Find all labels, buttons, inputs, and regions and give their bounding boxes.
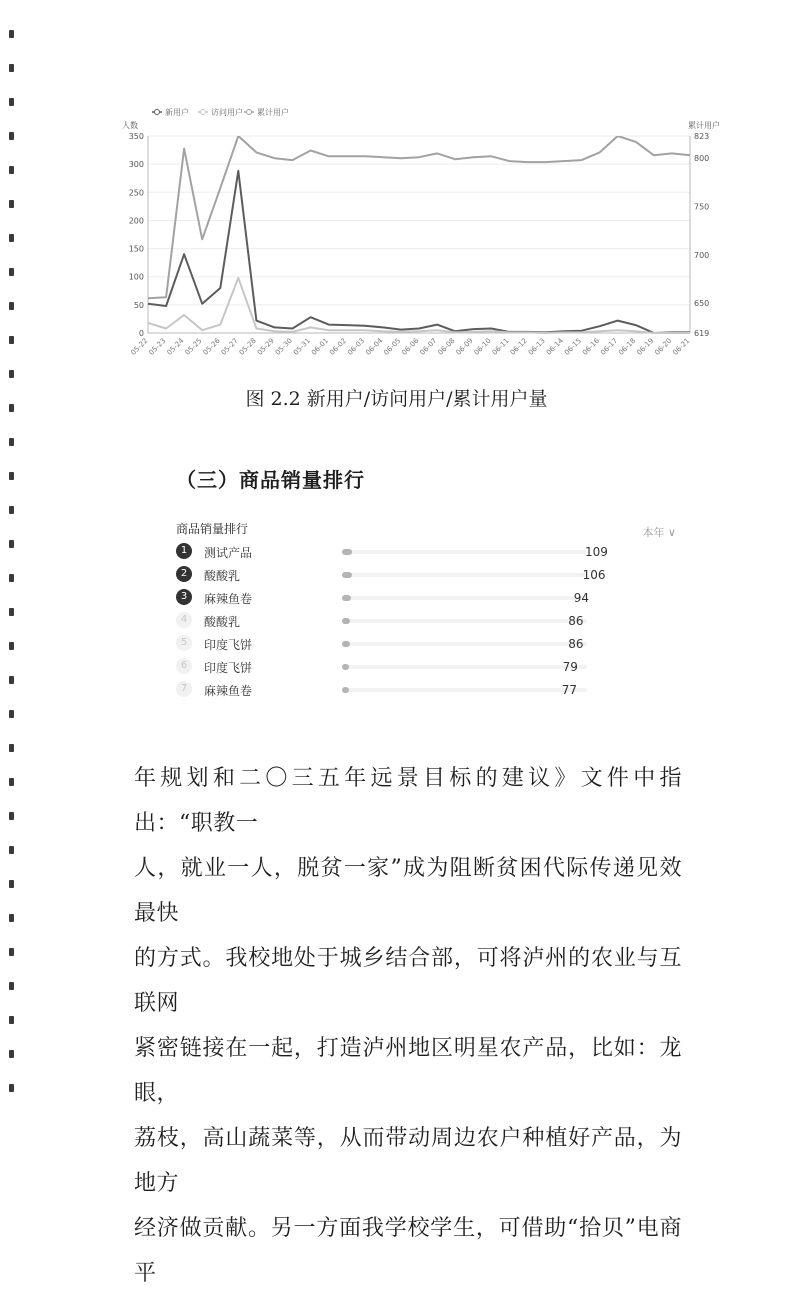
sales-value: 79 [562,660,578,674]
y-tick-label-left: 200 [128,216,144,226]
body-line: 年规划和二〇三五年远景目标的建议》文件中指出：“职教一 [134,766,682,836]
y-tick-label-right: 800 [694,154,710,164]
x-tick-label: 06-08 [436,336,457,357]
x-tick-label: 06-11 [490,336,511,357]
legend-label: 累计用户 [257,108,289,117]
y-tick-label-left: 50 [133,300,144,310]
binding-stitch [9,744,14,752]
binding-stitch [9,846,14,854]
x-tick-label: 05-22 [129,336,150,357]
sales-value: 86 [568,637,584,651]
sales-bar-track [342,573,587,577]
product-name: 印度飞饼 [204,661,253,675]
section-heading: （三）商品销量排行 [176,468,365,492]
legend-marker [201,110,206,115]
x-tick-label: 05-25 [183,336,204,357]
rank-badge: 3 [176,589,192,605]
x-tick-label: 06-14 [544,336,565,357]
binding-stitch [9,98,14,106]
sales-bar-fill [342,641,350,647]
sales-bar-fill [342,572,352,578]
binding-stitch [9,778,14,786]
product-name: 酸酸乳 [204,615,241,629]
binding-stitch [9,1084,14,1092]
y-tick-label-right: 619 [694,329,710,338]
x-tick-label: 06-02 [328,336,349,357]
y-tick-label-left: 150 [128,244,144,254]
x-tick-label: 05-29 [255,336,276,357]
binding-stitch [9,506,14,514]
x-tick-label: 05-24 [165,336,186,357]
binding-stitch [9,336,14,344]
rank-badge: 7 [176,681,192,697]
binding-stitch [9,1050,14,1058]
product-name: 测试产品 [204,546,253,560]
binding-stitch [9,812,14,820]
binding-stitch [9,132,14,140]
period-filter-dropdown[interactable]: 本年 ∨ [642,526,676,539]
y-tick-label-left: 0 [138,329,144,338]
rank-badge: 5 [176,635,192,651]
sales-value: 109 [585,545,608,559]
product-name: 麻辣鱼卷 [204,592,253,606]
x-tick-label: 06-12 [508,336,529,357]
y-tick-label-left: 250 [128,188,144,198]
x-tick-label: 06-07 [418,336,439,357]
x-tick-label: 05-28 [237,336,258,357]
binding-stitch [9,166,14,174]
body-line: 荔枝，高山蔬菜等，从而带动周边农户种植好产品，为地方 [134,1126,682,1196]
rank-badge: 1 [176,543,192,559]
y-axis-label-left: 人数 [122,121,138,130]
binding-stitch [9,472,14,480]
binding-stitch [9,540,14,548]
binding-stitch [9,982,14,990]
x-tick-label: 06-18 [617,336,638,357]
sales-value: 94 [573,591,590,605]
binding-stitch [9,880,14,888]
sales-bar-fill [342,595,351,601]
ranking-row [176,541,676,561]
x-tick-label: 06-19 [635,336,656,357]
binding-stitch [9,574,14,582]
binding-edge [0,0,20,1122]
y-tick-label-left: 300 [128,160,144,170]
x-tick-label: 06-09 [454,336,475,357]
rank-badge: 2 [176,566,192,582]
legend-marker [155,110,160,115]
x-tick-label: 06-03 [346,336,367,357]
sales-bar-track [342,665,587,669]
legend-marker [247,110,252,115]
x-tick-label: 06-17 [599,336,620,357]
legend-label: 访问用户 [211,108,243,117]
sales-bar-track [342,550,587,554]
binding-stitch [9,438,14,446]
binding-stitch [9,30,14,38]
sales-value: 86 [568,614,584,628]
binding-stitch [9,948,14,956]
sales-bar-fill [342,664,349,670]
product-name: 麻辣鱼卷 [204,684,253,698]
y-tick-label-right: 700 [694,250,710,260]
x-tick-label: 05-31 [291,336,313,357]
ranking-row [176,633,676,653]
ranking-row [176,564,676,584]
x-tick-label: 06-21 [671,336,692,357]
y-tick-label-left: 350 [128,132,144,141]
sales-bar-track [342,619,587,623]
y-tick-label-left: 100 [128,272,144,282]
x-tick-label: 06-04 [364,336,385,357]
x-tick-label: 06-05 [382,336,403,357]
sales-bar-fill [342,549,352,555]
binding-stitch [9,1016,14,1024]
binding-stitch [9,268,14,276]
binding-stitch [9,914,14,922]
x-tick-label: 06-16 [581,336,602,357]
body-line: 人，就业一人，脱贫一家”成为阻断贫困代际传递见效最快 [134,856,682,926]
binding-stitch [9,200,14,208]
series-line-new-users [148,171,690,333]
body-line: 紧密链接在一起，打造泸州地区明星农产品，比如：龙眼， [134,1036,682,1106]
binding-stitch [9,234,14,242]
x-tick-label: 06-01 [310,336,331,357]
sales-bar-track [342,688,587,692]
binding-stitch [9,64,14,72]
sales-bar-fill [342,618,350,624]
x-tick-label: 05-26 [201,336,222,357]
body-paragraph [134,756,682,1296]
product-name: 印度飞饼 [204,638,253,652]
ranking-row [176,610,676,630]
binding-stitch [9,642,14,650]
sales-value: 77 [561,683,578,697]
binding-stitch [9,676,14,684]
binding-stitch [9,302,14,310]
sales-ranking-panel [170,514,680,714]
body-line: 的方式。我校地处于城乡结合部，可将泸州的农业与互联网 [134,946,682,1016]
y-axis-label-right: 累计用户 [688,121,720,130]
rank-badge: 6 [176,658,192,674]
y-tick-label-right: 823 [694,132,710,141]
ranking-row [176,587,676,607]
x-tick-label: 06-15 [562,336,584,357]
binding-stitch [9,370,14,378]
sales-bar-track [342,642,587,646]
binding-stitch [9,710,14,718]
x-tick-label: 05-27 [219,336,240,357]
series-line-visit-users [148,278,690,333]
sales-value: 106 [582,568,606,582]
x-tick-label: 06-06 [400,336,421,357]
x-tick-label: 06-13 [526,336,547,357]
user-line-chart [118,96,720,364]
figure-caption: 图 2.2 新用户/访问用户/累计用户量 [245,388,548,410]
sales-bar-track [342,596,587,600]
y-tick-label-right: 750 [694,202,710,212]
product-name: 酸酸乳 [204,569,241,583]
legend-label: 新用户 [165,108,189,117]
x-tick-label: 05-23 [147,336,168,357]
binding-stitch [9,608,14,616]
ranking-title: 商品销量排行 [176,522,249,536]
y-tick-label-right: 650 [694,299,710,309]
series-line-total-users [148,136,690,298]
x-tick-label: 06-20 [653,336,674,357]
x-tick-label: 05-30 [273,336,294,357]
x-tick-label: 06-10 [472,336,493,357]
ranking-row [176,656,676,676]
ranking-row [176,679,676,699]
rank-badge: 4 [176,612,192,628]
sales-bar-fill [342,687,349,693]
body-line: 经济做贡献。另一方面我学校学生，可借助“拾贝”电商平 [134,1216,682,1286]
